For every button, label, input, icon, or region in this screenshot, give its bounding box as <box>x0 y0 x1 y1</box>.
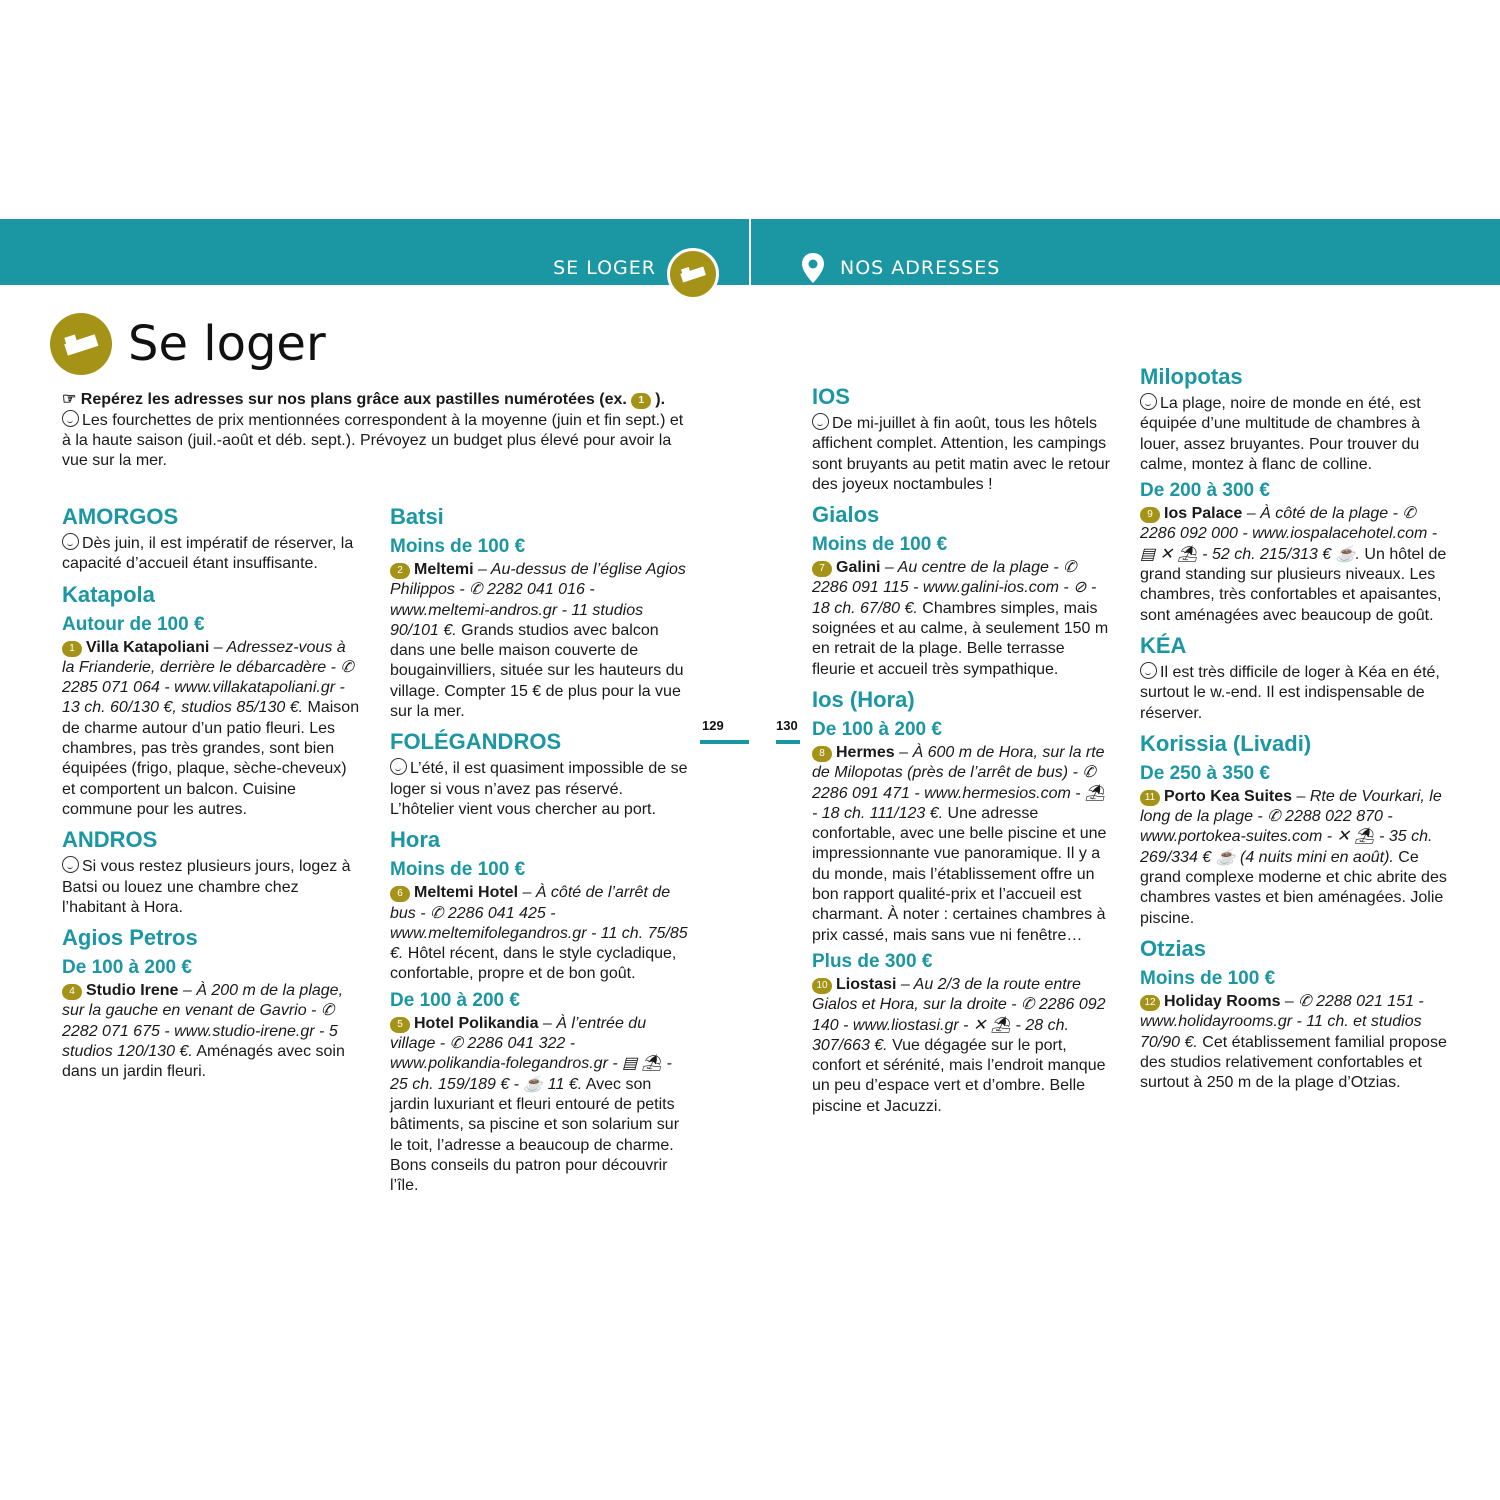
note-text: La plage, noire de monde en été, est équipée d’une multitude de chambres à louer, assez bruyantes. Pour trouver du calme, montez à flanc de colline. <box>1140 395 1421 473</box>
bed-icon <box>667 248 719 300</box>
listing <box>1140 787 1450 929</box>
listing-name: Meltemi <box>414 561 474 578</box>
price-heading: Moins de 100 € <box>812 534 948 556</box>
listing-name: Hotel Polikandia <box>414 1014 539 1032</box>
listing-info: – Au-dessus de l’église Agios Philippos - ✆ 2282 041 016 - www.meltemi-andros.gr - 11 studios 90/101 €. <box>390 561 686 639</box>
listing-name: Liostasi <box>836 975 897 993</box>
listing-desc: Chambres simples, mais soignées et au calme, à seulement 150 m en retrait de la plage. Belle terrasse fleurie et accueil très sympathique. <box>812 599 1109 678</box>
column-3 <box>812 317 1112 1117</box>
column-4 <box>1140 317 1450 1093</box>
listing-info: – Rte de Vourkari, le long de la plage - ✆ 2288 022 870 - www.portokea-suites.com - ✕ ⛱ - 35 ch. 269/334 € ☕ (4 nuits mini en août). <box>1140 787 1442 866</box>
price-heading: Moins de 100 € <box>1140 967 1276 989</box>
town-heading: Gialos <box>812 502 880 528</box>
pin-badge: 11 <box>1140 790 1160 806</box>
listing-info: – À côté de l’arrêt de bus - ✆ 2286 041 425 - www.meltemifolegandros.gr - 11 ch. 75/85 €. <box>390 884 688 963</box>
island-heading: FOLÉGANDROS <box>390 729 562 755</box>
listing-desc: Maison de charme autour d’un patio fleuri. Les chambres, pas très grandes, sont bien équipées (frigo, plaque, sèche-cheveux) et comportent un balcon. Cuisine commune pour les autres. <box>62 699 360 818</box>
island-note <box>1140 662 1450 724</box>
island-note <box>812 413 1112 495</box>
listing-desc: Hôtel récent, dans le style cycladique, confortable, propre et de bon goût. <box>390 945 677 983</box>
listing-name: Studio Irene <box>86 982 179 1000</box>
smiley-icon <box>1140 662 1157 679</box>
map-tip-text: Repérez les adresses sur nos plans grâce aux pastilles numérotées (ex. <box>80 391 627 408</box>
listing-info: – À 200 m de la plage, sur la gauche en venant de Gavrio - ✆ 2282 071 675 - www.studio-irene.gr - 5 studios 120/130 €. <box>62 982 344 1061</box>
listing-info: – À 600 m de Hora, sur la rte de Milopotas (près de l’arrêt de bus) - ✆ 2286 091 471 - www.hermesios.com - ⛱ - 18 ch. 111/123 €. <box>812 743 1106 822</box>
listing-name: Porto Kea Suites <box>1164 787 1293 805</box>
note-text: De mi-juillet à fin août, tous les hôtels affichent complet. Attention, les campings sont bruyants au petit matin avec le retour des joyeux noctambules ! <box>812 415 1110 493</box>
listing-info: – Au centre de la plage - ✆ 2286 091 115 - www.galini-ios.com - ⊘ - 18 ch. 67/80 €. <box>812 559 1097 617</box>
pin-badge: 4 <box>62 984 82 1000</box>
smiley-icon <box>62 533 79 550</box>
pin-badge: 1 <box>62 641 82 657</box>
price-heading: De 250 à 350 € <box>1140 762 1270 784</box>
town-heading: Otzias <box>1140 935 1207 961</box>
town-heading: Katapola <box>62 581 155 607</box>
banner-left-label: SE LOGER <box>553 257 656 279</box>
price-heading: Moins de 100 € <box>390 536 526 557</box>
listing <box>390 883 690 984</box>
listing <box>812 558 1112 680</box>
note-text: Il est très difficile de loger à Kéa en été, surtout le w.-end. Il est indispensable de réserver. <box>1140 663 1440 722</box>
pin-badge: 2 <box>390 563 410 579</box>
listing <box>390 560 690 722</box>
listing <box>1140 504 1450 626</box>
price-heading: De 100 à 200 € <box>62 957 192 979</box>
location-pin-icon <box>800 252 826 284</box>
listing-desc: Une adresse confortable, avec une belle piscine et une impressionnante vue panoramique. Il y a du monde, mais l’établissement offre un bon rapport qualité-prix et l’accueil est charmant. À noter : certaines chambres à prix cassé, mais sans vue ni fenêtre… <box>812 804 1107 944</box>
bed-icon <box>50 313 112 375</box>
town-heading: Ios (Hora) <box>812 686 915 712</box>
note-text: Dès juin, il est impératif de réserver, la capacité d’accueil étant insuffisante. <box>62 535 354 573</box>
listing-name: Galini <box>836 559 881 577</box>
page-number-right: 130 <box>776 718 798 733</box>
island-note <box>62 856 362 918</box>
listing-name: Meltemi Hotel <box>414 884 519 902</box>
island-heading: IOS <box>812 384 850 409</box>
price-heading: De 100 à 200 € <box>812 718 942 740</box>
town-heading: Korissia (Livadi) <box>1140 730 1312 756</box>
listing-desc: Cet établissement familial propose des studios relativement confortables et surtout à 250 m de la plage d’Otzias. <box>1140 1033 1447 1092</box>
island-note <box>390 758 690 820</box>
pin-badge: 12 <box>1140 995 1160 1011</box>
listing <box>812 743 1112 946</box>
listing-desc: Aménagés avec soin dans un jardin fleuri. <box>62 1043 345 1081</box>
pin-badge: 7 <box>812 561 832 577</box>
town-heading: Batsi <box>390 504 444 529</box>
town-heading: Agios Petros <box>62 925 198 951</box>
pin-badge: 5 <box>390 1017 410 1033</box>
listing <box>62 638 362 821</box>
listing-name: Holiday Rooms <box>1164 992 1281 1010</box>
listing-desc: Ce grand complexe moderne et chic abrite des chambres vastes et bien aménagées. Jolie piscine. <box>1140 848 1447 927</box>
map-tip-icon: ☞ <box>62 391 81 408</box>
smiley-icon <box>62 410 79 427</box>
island-heading: ANDROS <box>62 827 158 853</box>
listing-desc: Vue dégagée sur le port, confort et sérénité, mais l’endroit manque un peu d’espace vert et d’ombre. Belle piscine et Jacuzzi. <box>812 1036 1106 1115</box>
smiley-icon <box>812 413 829 430</box>
listing-info: – ✆ 2288 021 151 - www.holidayrooms.gr - 11 ch. et studios 70/90 €. <box>1140 992 1424 1051</box>
continued-text-space <box>812 317 1112 377</box>
listing-name: Ios Palace <box>1164 505 1243 523</box>
continued-text-space <box>1140 317 1450 357</box>
town-heading: Milopotas <box>1140 364 1243 389</box>
page-bar-right <box>776 740 800 744</box>
island-heading: KÉA <box>1140 632 1187 658</box>
listing-info: – À l’entrée du village - ✆ 2286 041 322 - www.polikandia-folegandros.gr - ▤ ⛱ - 25 ch. 159/189 € - ☕ 11 €. <box>390 1014 672 1093</box>
page-bar-left <box>700 740 749 744</box>
listing-desc: Grands studios avec balcon dans une belle maison couverte de bougainvilliers, située sur les hauteurs du village. Compter 15 € de plus pour la vue sur la mer. <box>390 621 684 721</box>
island-note <box>62 533 362 575</box>
price-note <box>62 410 687 471</box>
pin-badge: 8 <box>812 746 832 762</box>
smiley-icon <box>390 758 407 775</box>
listing-desc: Un hôtel de grand standing sur plusieurs niveaux. Les chambres, très confortables et apaisantes, sont aménagées avec beaucoup de goût. <box>1140 545 1447 624</box>
listing <box>1140 992 1450 1093</box>
map-tip-end: ). <box>655 391 666 408</box>
listing-info: – À côté de la plage - ✆ 2286 092 000 - www.iospalacehotel.com - ▤ ✕ ⛱ - 52 ch. 215/313 € ☕. <box>1140 505 1438 563</box>
listing-info: – Adressez-vous à la Frianderie, derrière le débarcadère - ✆ 2285 071 064 - www.villakatapoliani.gr - 13 ch. 60/130 €, studios 85/130 €. <box>62 638 354 717</box>
map-tip <box>62 390 687 410</box>
smiley-icon <box>1140 393 1157 410</box>
island-heading: AMORGOS <box>62 504 179 529</box>
pin-badge: 6 <box>390 886 410 902</box>
pin-badge: 1 <box>631 393 651 409</box>
note-text: Si vous restez plusieurs jours, logez à Batsi ou louez une chambre chez l’habitant à Hora. <box>62 858 351 916</box>
smiley-icon <box>62 856 79 873</box>
column-2 <box>390 497 690 1196</box>
price-note-text: Les fourchettes de prix mentionnées correspondent à la moyenne (juin et fin sept.) et à la haute saison (juil.-août et déb. sept.). Prévoyez un budget plus élevé pour avoir la vue sur la mer. <box>62 412 684 469</box>
pin-badge: 10 <box>812 978 832 994</box>
banner-divider <box>749 219 751 285</box>
note-text: L’été, il est quasiment impossible de se loger si vous n’avez pas réservé. L’hôtelier vient vous chercher au port. <box>390 760 688 818</box>
price-heading: De 200 à 300 € <box>1140 480 1270 502</box>
listing <box>62 981 362 1082</box>
listing-desc: Avec son jardin luxuriant et fleuri entouré de petits bâtiments, sa piscine et son solarium sur le toit, l’adresse a beaucoup de charme. Bons conseils du patron pour découvrir l’île. <box>390 1075 680 1195</box>
intro <box>62 390 687 471</box>
page-number-left: 129 <box>702 718 724 733</box>
listing-info: – Au 2/3 de la route entre Gialos et Hora, sur la droite - ✆ 2286 092 140 - www.liostasi.gr - ✕ ⛱ - 28 ch. 307/663 €. <box>812 975 1106 1054</box>
price-heading: Moins de 100 € <box>390 859 526 881</box>
column-1 <box>62 497 362 1083</box>
section-banner <box>0 219 1500 285</box>
listing <box>812 975 1112 1117</box>
listing-name: Hermes <box>836 743 895 761</box>
town-note <box>1140 393 1450 475</box>
banner-right-label: NOS ADRESSES <box>840 257 1001 279</box>
page-title: Se loger <box>128 316 326 372</box>
town-heading: Hora <box>390 827 441 853</box>
price-heading: Plus de 300 € <box>812 950 933 972</box>
pin-badge: 9 <box>1140 507 1160 523</box>
price-heading: De 100 à 200 € <box>390 989 520 1011</box>
listing <box>390 1014 690 1197</box>
price-heading: Autour de 100 € <box>62 613 205 635</box>
listing-name: Villa Katapoliani <box>86 638 210 656</box>
